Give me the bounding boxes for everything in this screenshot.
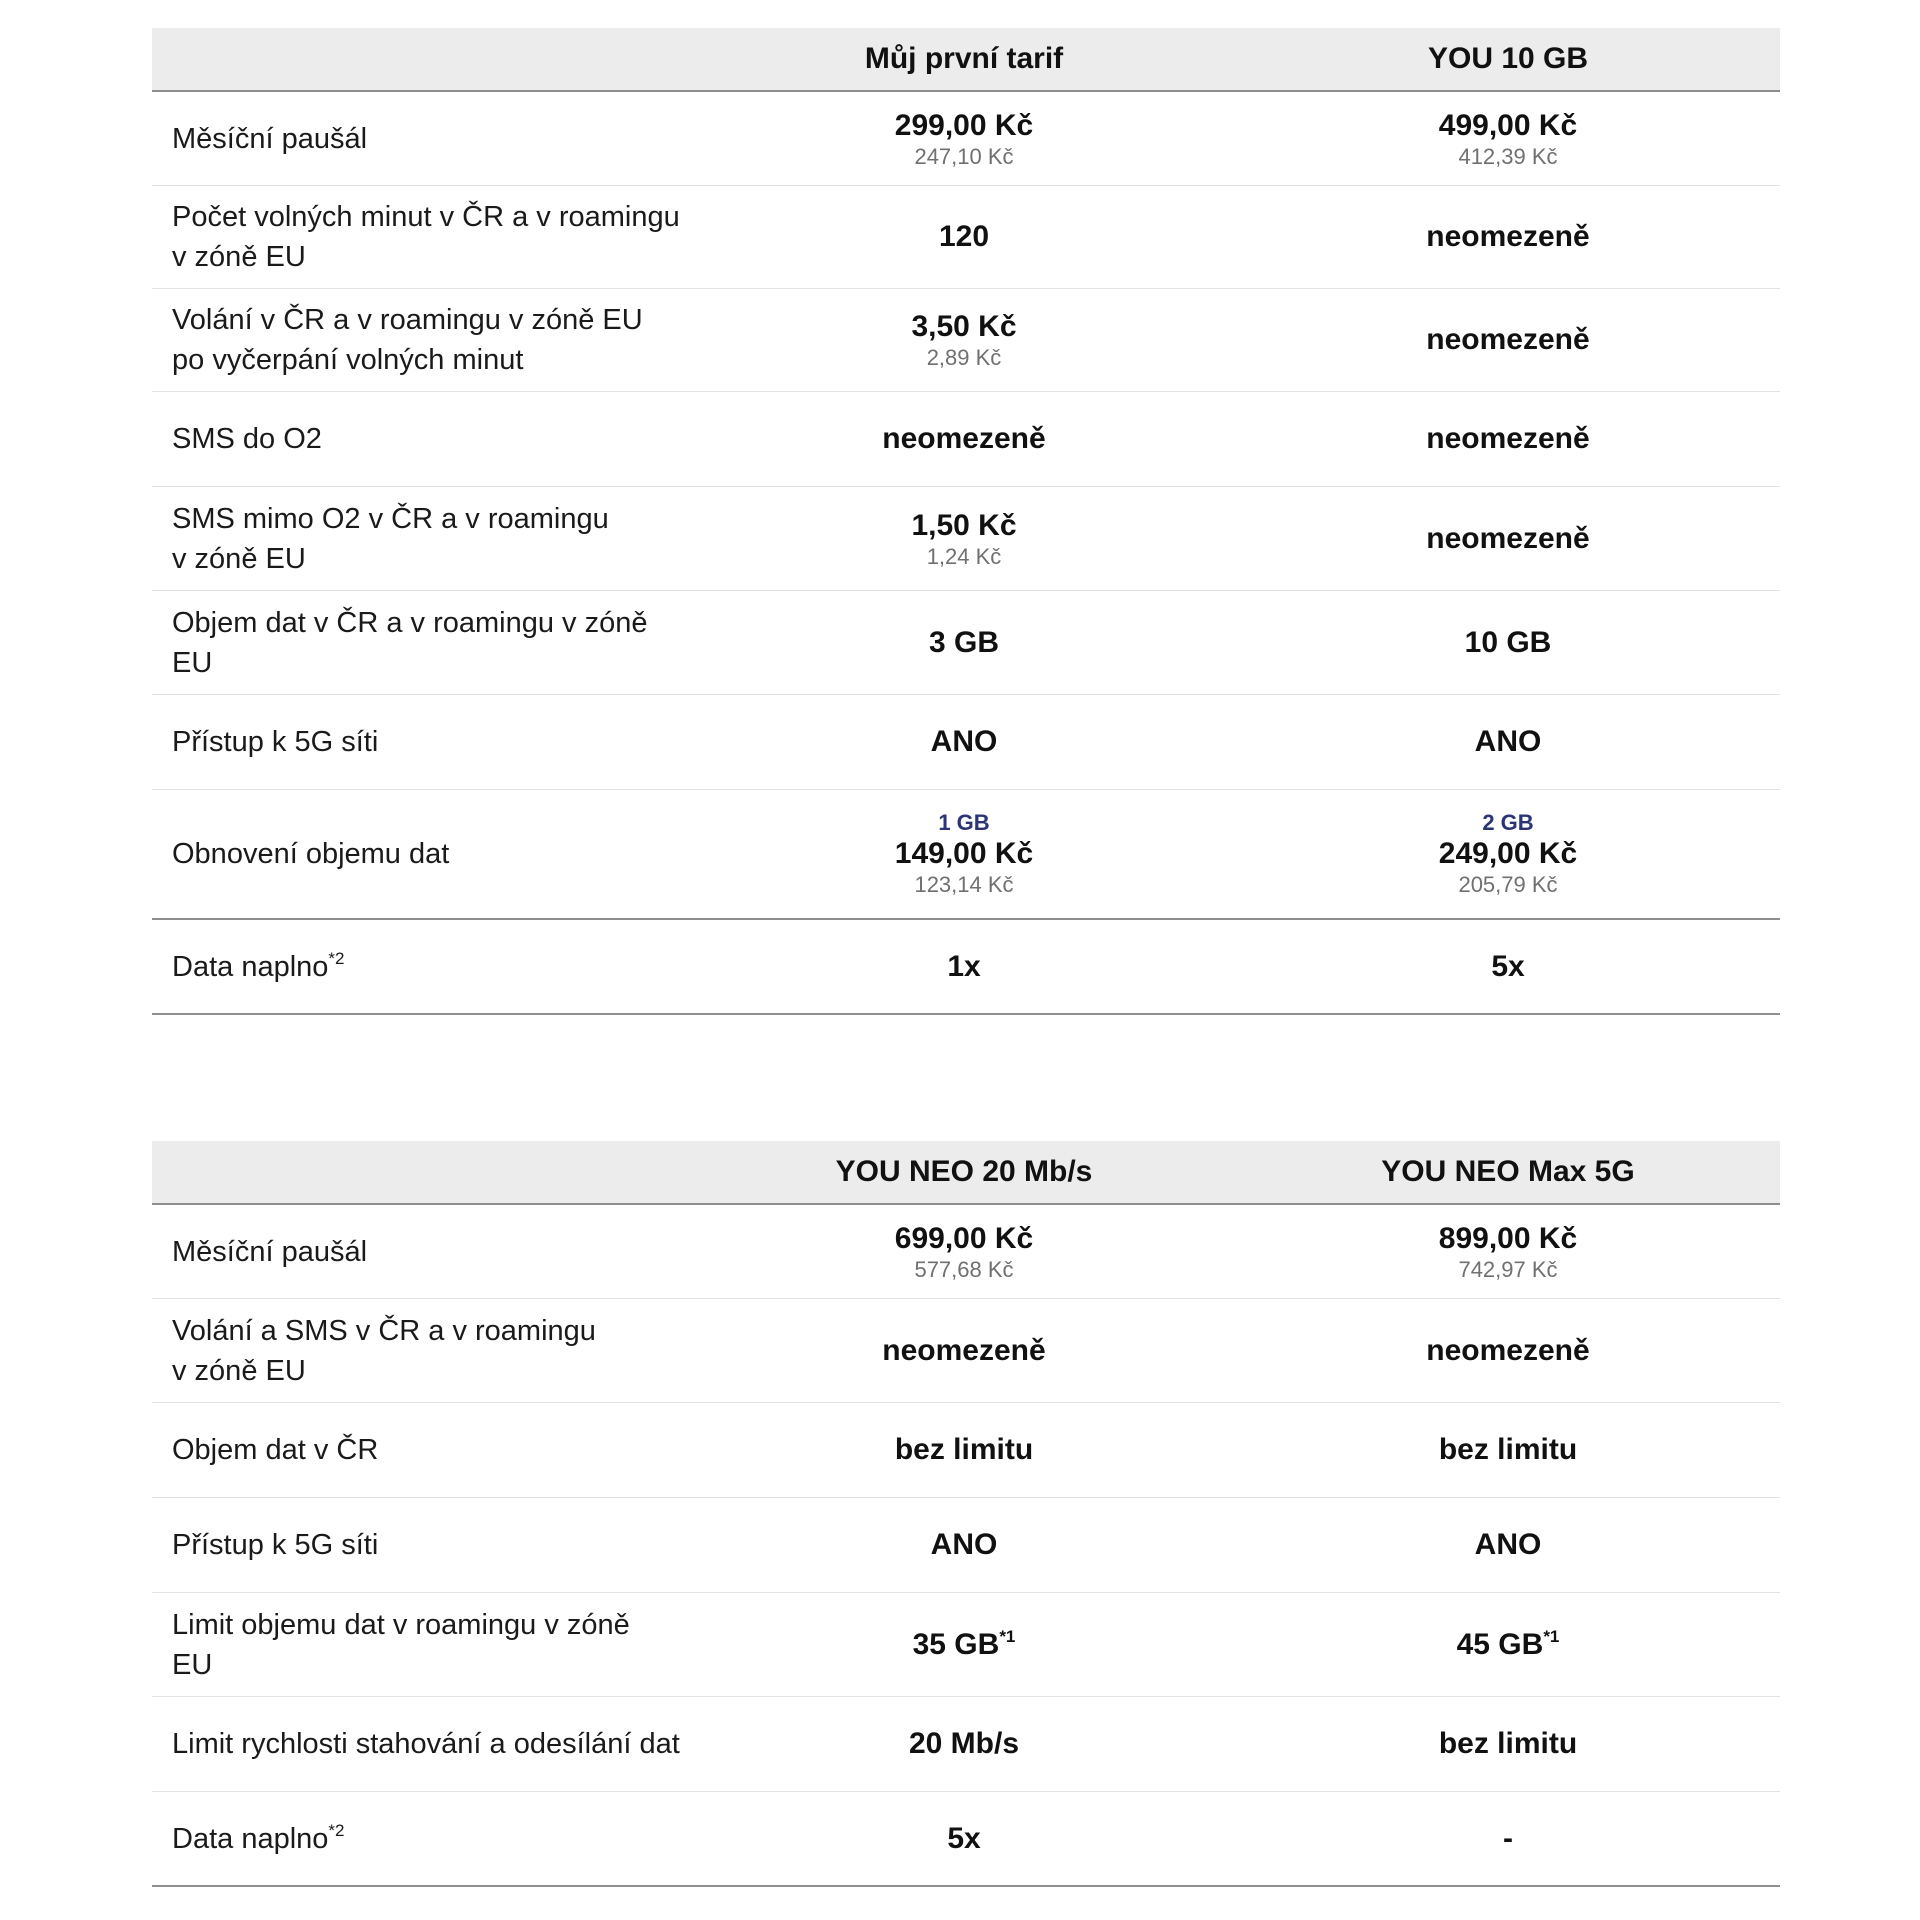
cell-value: neomezeně: [1426, 521, 1590, 555]
table-cell: [1236, 1527, 1780, 1563]
table-row-mesicni-pausal: [152, 1205, 1780, 1299]
cell-value: neomezeně: [1426, 220, 1590, 253]
row-label: Data naplno$^{*2}$: [172, 948, 345, 983]
row-label: Měsíční paušál: [172, 122, 368, 155]
row-label: Obnovení objemu dat: [172, 838, 450, 870]
table-cell: [692, 810, 1236, 898]
column-header-you-neo-max-5g: YOU NEO Max 5G: [1381, 1155, 1635, 1188]
table-cell: [1236, 521, 1780, 557]
tariff-table-1: [152, 28, 1780, 1015]
column-header-you-10-gb: YOU 10 GB: [1427, 42, 1589, 75]
cell-value: 20 Mb/s: [908, 1727, 1020, 1760]
table-cell: [1236, 1627, 1780, 1663]
table-cell: [692, 1221, 1236, 1283]
price-value: 1,50 Kč: [911, 508, 1017, 542]
table-row-obnoveni-dat: [152, 790, 1780, 920]
cell-value: ANO: [930, 1528, 998, 1561]
table-row-pristup-5g: [152, 1498, 1780, 1593]
row-label: Přístup k 5G síti: [172, 726, 379, 758]
cell-value: 35 GB$^{*1}$: [912, 1626, 1016, 1661]
cell-value: bez limitu: [1438, 1433, 1578, 1466]
price-value: 149,00 Kč: [894, 837, 1034, 870]
table-row-mesicni-pausal: [152, 92, 1780, 186]
table-cell: [692, 108, 1236, 170]
footnote-mark: *1: [1543, 1626, 1560, 1646]
price-without-vat: 123,14 Kč: [914, 872, 1014, 897]
table-cell: [1236, 108, 1780, 170]
table-cell: [1236, 810, 1780, 898]
column-header-muj-prvni-tarif: Můj první tarif: [864, 42, 1064, 75]
row-label: Objem dat v ČR a v roamingu v zóně EU: [172, 606, 648, 679]
row-label: Přístup k 5G síti: [172, 1529, 379, 1561]
price-value: 499,00 Kč: [1438, 108, 1578, 142]
table-cell: [692, 1432, 1236, 1468]
cell-value: ANO: [1474, 725, 1542, 758]
row-label: Limit rychlosti stahování a odesílání dat: [172, 1728, 680, 1760]
table-row-volani-sms: [152, 1299, 1780, 1403]
table-cell: [1236, 1221, 1780, 1283]
column-header-you-neo-20: YOU NEO 20 Mb/s: [835, 1155, 1093, 1188]
row-label: Měsíční paušál: [172, 1235, 368, 1268]
table-cell: [692, 1333, 1236, 1369]
row-label: Volání a SMS v ČR a v roamingu v zóně EU: [172, 1314, 596, 1387]
table-row-data-naplno: [152, 1792, 1780, 1887]
price-without-vat: 205,79 Kč: [1458, 872, 1558, 897]
table-cell: [1236, 219, 1780, 255]
table-row-objem-dat-cr: [152, 1403, 1780, 1498]
table-cell: [1236, 322, 1780, 358]
price-without-vat: 742,97 Kč: [1458, 1256, 1558, 1282]
footnote-mark: *1: [999, 1626, 1016, 1646]
table-cell: [692, 1627, 1236, 1663]
cell-value: neomezeně: [1426, 1333, 1590, 1367]
price-without-vat: 247,10 Kč: [914, 143, 1014, 169]
cell-value: 1x: [947, 949, 981, 983]
price-value: 699,00 Kč: [894, 1221, 1034, 1255]
table-cell: [1236, 1333, 1780, 1369]
row-label: Data naplno$^{*2}$: [172, 1820, 345, 1855]
table-row-limit-roaming: [152, 1593, 1780, 1697]
cell-value: neomezeně: [1426, 422, 1590, 455]
price-value: 249,00 Kč: [1438, 837, 1578, 870]
table-cell: [692, 625, 1236, 661]
table-cell: [692, 309, 1236, 371]
table-cell: [1236, 949, 1780, 985]
cell-value: 120: [938, 220, 990, 253]
price-without-vat: 577,68 Kč: [914, 1256, 1014, 1282]
table-cell: [1236, 1726, 1780, 1762]
table-cell: [1236, 724, 1780, 760]
cell-value: 3 GB: [928, 625, 1000, 659]
table-cell: [1236, 625, 1780, 661]
table-row-volne-minuty: [152, 186, 1780, 289]
data-amount: 2 GB: [1482, 810, 1534, 835]
cell-value: 10 GB: [1464, 625, 1552, 659]
row-label: Limit objemu dat v roamingu v zóně EU: [172, 1608, 630, 1681]
cell-value: neomezeně: [1426, 323, 1590, 356]
table-row-sms-mimo-o2: [152, 487, 1780, 591]
cell-value: 5x: [1491, 949, 1525, 983]
table-cell: [1236, 1432, 1780, 1468]
row-label: SMS do O2: [172, 423, 322, 455]
table-cell: [692, 1527, 1236, 1563]
table-cell: [692, 508, 1236, 570]
table-row-data-naplno: [152, 920, 1780, 1015]
price-value: 3,50 Kč: [911, 310, 1017, 343]
table-cell: [1236, 1821, 1780, 1857]
cell-value: 45 GB$^{*1}$: [1456, 1626, 1560, 1661]
table-cell: [692, 421, 1236, 457]
price-without-vat: 2,89 Kč: [926, 345, 1002, 370]
table-row-volani: [152, 289, 1780, 392]
price-without-vat: 1,24 Kč: [926, 543, 1002, 569]
price-value: 899,00 Kč: [1438, 1221, 1578, 1255]
row-label: Počet volných minut v ČR a v roamingu v zóně EU: [172, 201, 680, 273]
table-row-pristup-5g: [152, 695, 1780, 790]
table-row-limit-rychlosti: [152, 1697, 1780, 1792]
row-label: SMS mimo O2 v ČR a v roamingu v zóně EU: [172, 502, 609, 575]
cell-value: -: [1503, 1821, 1513, 1855]
table-cell: [692, 724, 1236, 760]
cell-value: bez limitu: [894, 1433, 1034, 1466]
footnote-mark: *2: [328, 948, 345, 968]
cell-value: ANO: [930, 725, 998, 758]
table-row-objem-dat: [152, 591, 1780, 695]
table-cell: [692, 949, 1236, 985]
table-header: [152, 1141, 1780, 1205]
row-label: Objem dat v ČR: [172, 1434, 379, 1466]
table-cell: [692, 1726, 1236, 1762]
cell-value: bez limitu: [1438, 1727, 1578, 1760]
table-cell: [1236, 421, 1780, 457]
table-cell: [692, 219, 1236, 255]
price-without-vat: 412,39 Kč: [1458, 143, 1558, 169]
table-cell: [692, 1821, 1236, 1857]
price-value: 299,00 Kč: [894, 108, 1034, 142]
footnote-mark: *2: [328, 1820, 345, 1840]
cell-value: 5x: [947, 1821, 981, 1855]
row-label: Volání v ČR a v roamingu v zóně EU po vyčerpání volných minut: [172, 304, 643, 376]
table-header: [152, 28, 1780, 92]
cell-value: ANO: [1474, 1528, 1542, 1561]
cell-value: neomezeně: [882, 422, 1046, 455]
table-row-sms-do-o2: [152, 392, 1780, 487]
tariff-table-2: [152, 1141, 1780, 1887]
cell-value: neomezeně: [882, 1333, 1046, 1367]
data-amount: 1 GB: [938, 810, 990, 835]
